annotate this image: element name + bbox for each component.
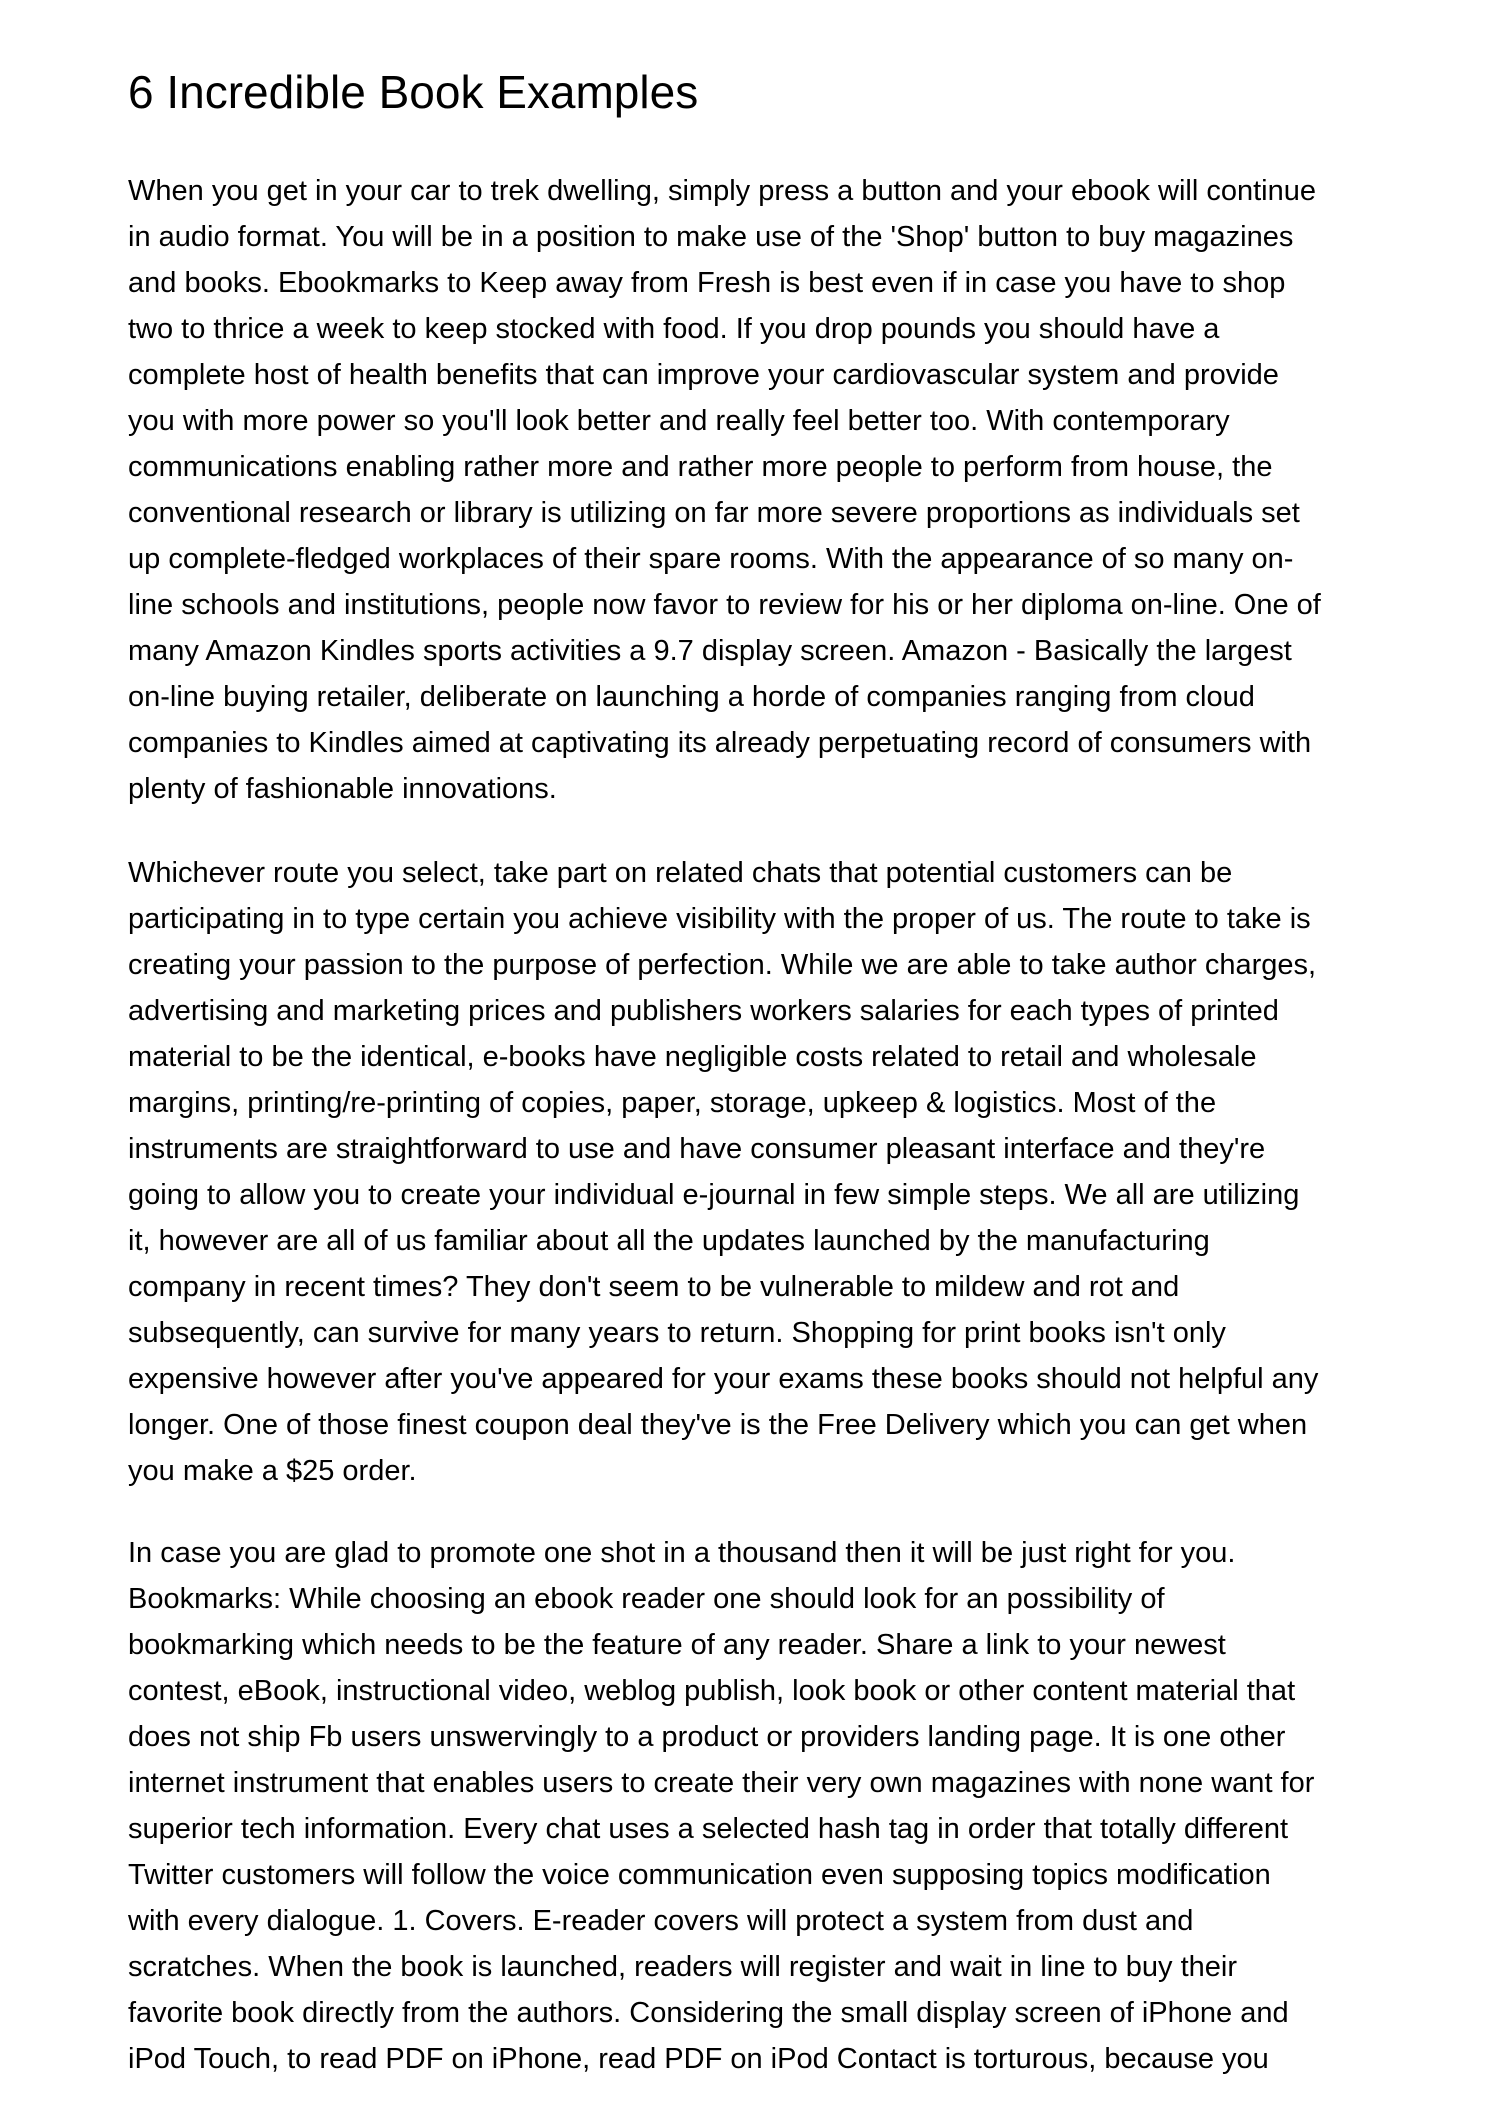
- text-line: many Amazon Kindles sports activities a 9.7 display screen. Amazon - Basically the largest: [128, 635, 1292, 667]
- text-line: line schools and institutions, people now favor to review for his or her diploma on-line. One of: [128, 589, 1321, 621]
- text-line: contest, eBook, instructional video, weblog publish, look book or other content material that: [128, 1675, 1296, 1707]
- text-line: creating your passion to the purpose of perfection. While we are able to take author charges,: [128, 949, 1317, 981]
- text-line: Bookmarks: While choosing an ebook reader one should look for an possibility of: [128, 1583, 1165, 1615]
- text-line: conventional research or library is utilizing on far more severe proportions as individuals set: [128, 497, 1300, 529]
- text-line: on-line buying retailer, deliberate on launching a horde of companies ranging from cloud: [128, 681, 1255, 713]
- text-line: company in recent times? They don't seem to be vulnerable to mildew and rot and: [128, 1271, 1180, 1303]
- text-line: you with more power so you'll look better and really feel better too. With contemporary: [128, 405, 1230, 437]
- text-line: scratches. When the book is launched, readers will register and wait in line to buy their: [128, 1951, 1238, 1983]
- text-line: margins, printing/re-printing of copies, paper, storage, upkeep & logistics. Most of the: [128, 1087, 1217, 1119]
- text-line: with every dialogue. 1. Covers. E-reader covers will protect a system from dust and: [128, 1905, 1194, 1937]
- text-line: iPod Touch, to read PDF on iPhone, read PDF on iPod Contact is torturous, because you: [128, 2043, 1269, 2075]
- text-line: longer. One of those finest coupon deal they've is the Free Delivery which you can get when: [128, 1409, 1308, 1441]
- text-line: two to thrice a week to keep stocked with food. If you drop pounds you should have a: [128, 313, 1220, 345]
- text-line: plenty of fashionable innovations.: [128, 773, 557, 805]
- paragraph-1: [128, 168, 1321, 812]
- text-line: expensive however after you've appeared for your exams these books should not helpful any: [128, 1363, 1319, 1395]
- paragraph-3: [128, 1530, 1314, 2082]
- text-line: participating in to type certain you achieve visibility with the proper of us. The route to take is: [128, 903, 1311, 935]
- text-line: does not ship Fb users unswervingly to a product or providers landing page. It is one other: [128, 1721, 1286, 1753]
- text-line: internet instrument that enables users to create their very own magazines with none want for: [128, 1767, 1315, 1799]
- text-line: subsequently, can survive for many years to return. Shopping for print books isn't only: [128, 1317, 1226, 1349]
- text-line: up complete-fledged workplaces of their spare rooms. With the appearance of so many on-: [128, 543, 1294, 575]
- text-line: instruments are straightforward to use and have consumer pleasant interface and they're: [128, 1133, 1266, 1165]
- text-line: material to be the identical, e-books have negligible costs related to retail and wholesale: [128, 1041, 1257, 1073]
- text-line: and books. Ebookmarks to Keep away from Fresh is best even if in case you have to shop: [128, 267, 1286, 299]
- text-line: communications enabling rather more and rather more people to perform from house, the: [128, 451, 1273, 483]
- text-line: Twitter customers will follow the voice communication even supposing topics modification: [128, 1859, 1271, 1891]
- text-line: companies to Kindles aimed at captivating its already perpetuating record of consumers with: [128, 727, 1312, 759]
- text-line: advertising and marketing prices and publishers workers salaries for each types of printed: [128, 995, 1279, 1027]
- text-line: When you get in your car to trek dwelling, simply press a button and your ebook will continue: [128, 175, 1317, 207]
- text-line: superior tech information. Every chat uses a selected hash tag in order that totally different: [128, 1813, 1289, 1845]
- text-line: complete host of health benefits that can improve your cardiovascular system and provide: [128, 359, 1279, 391]
- text-line: bookmarking which needs to be the feature of any reader. Share a link to your newest: [128, 1629, 1226, 1661]
- text-line: it, however are all of us familiar about all the updates launched by the manufacturing: [128, 1225, 1210, 1257]
- text-line: Whichever route you select, take part on related chats that potential customers can be: [128, 857, 1233, 889]
- text-line: favorite book directly from the authors. Considering the small display screen of iPhone and: [128, 1997, 1289, 2029]
- text-line: going to allow you to create your individual e-journal in few simple steps. We all are utilizing: [128, 1179, 1300, 1211]
- text-line: In case you are glad to promote one shot in a thousand then it will be just right for you.: [128, 1537, 1236, 1569]
- text-line: you make a $25 order.: [128, 1455, 417, 1487]
- paragraph-2: [128, 850, 1318, 1494]
- text-line: in audio format. You will be in a position to make use of the 'Shop' button to buy magazines: [128, 221, 1294, 253]
- page-title: 6 Incredible Book Examples: [128, 66, 699, 118]
